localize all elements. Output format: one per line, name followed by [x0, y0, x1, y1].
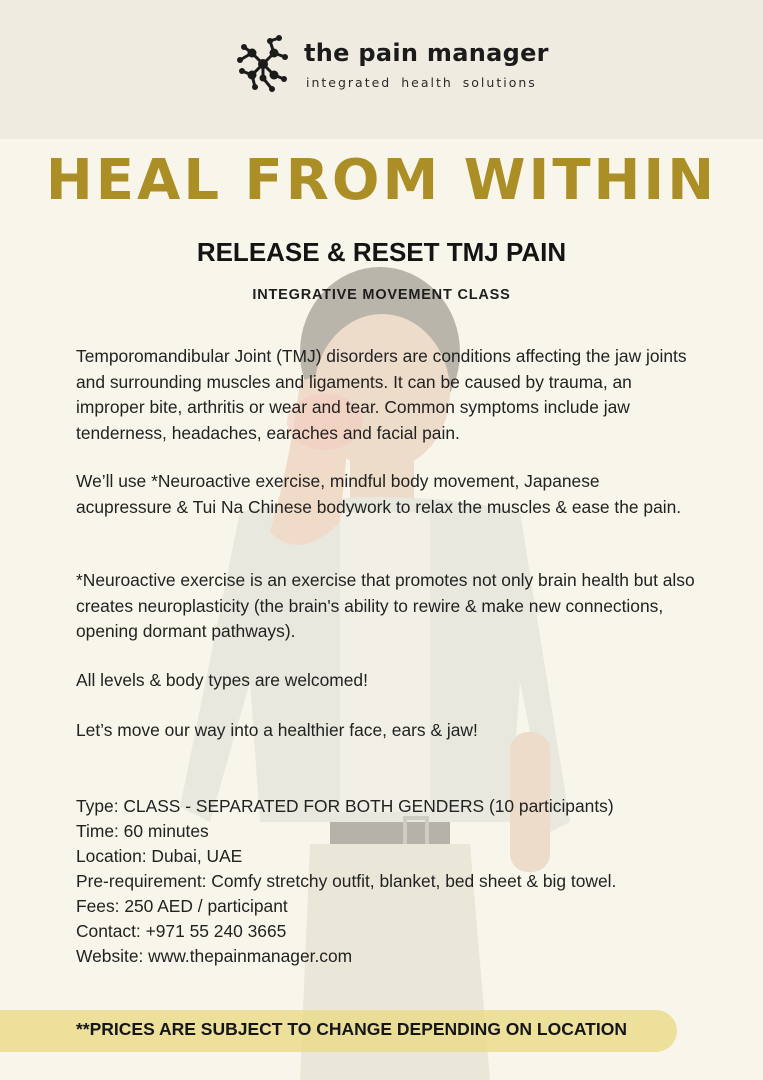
page-title: HEAL FROM WITHIN: [45, 148, 718, 213]
brand-tagline: integrated health solutions: [306, 75, 537, 90]
detail-prerequirement: Pre-requirement: Comfy stretchy outfit, blanket, bed sheet & big towel.: [76, 871, 617, 891]
detail-fees: Fees: 250 AED / participant: [76, 896, 288, 916]
method-paragraph: We’ll use *Neuroactive exercise, mindful body movement, Japanese acupressure & Tui Na Chinese bodywork to relax the muscles & ease the pain.: [76, 471, 682, 517]
welcome-paragraph: All levels & body types are welcomed!: [76, 670, 368, 690]
price-notice-text: **PRICES ARE SUBJECT TO CHANGE DEPENDING ON LOCATION: [76, 1019, 627, 1039]
class-details: [76, 794, 616, 969]
brand-name: the pain manager: [304, 39, 549, 67]
detail-time: Time: 60 minutes: [76, 821, 209, 841]
neuroactive-footnote-paragraph: *Neuroactive exercise is an exercise that promotes not only brain health but also creates neuroplasticity (the brain's ability to rewire & make new connections, opening dormant pathways).: [76, 570, 695, 641]
detail-type: Type: CLASS - SEPARATED FOR BOTH GENDERS (10 participants): [76, 796, 614, 816]
detail-contact: Contact: +971 55 240 3665: [76, 921, 287, 941]
page-subtitle: RELEASE & RESET TMJ PAIN: [196, 237, 567, 267]
brand-logo: [232, 33, 549, 95]
class-type-label: INTEGRATIVE MOVEMENT CLASS: [252, 287, 511, 303]
detail-location: Location: Dubai, UAE: [76, 846, 243, 866]
description-paragraph: Temporomandibular Joint (TMJ) disorders are conditions affecting the jaw joints and surrounding muscles and ligaments. It can be caused by trauma, an improper bite, arthritis or wear and tear. Common symptoms include jaw tenderness, headaches, earaches and facial pain.: [76, 346, 687, 443]
closing-paragraph: Let’s move our way into a healthier face, ears & jaw!: [76, 720, 478, 740]
detail-website[interactable]: Website: www.thepainmanager.com: [76, 946, 353, 966]
header-band: [0, 0, 763, 139]
molecule-network-icon: [232, 33, 294, 95]
